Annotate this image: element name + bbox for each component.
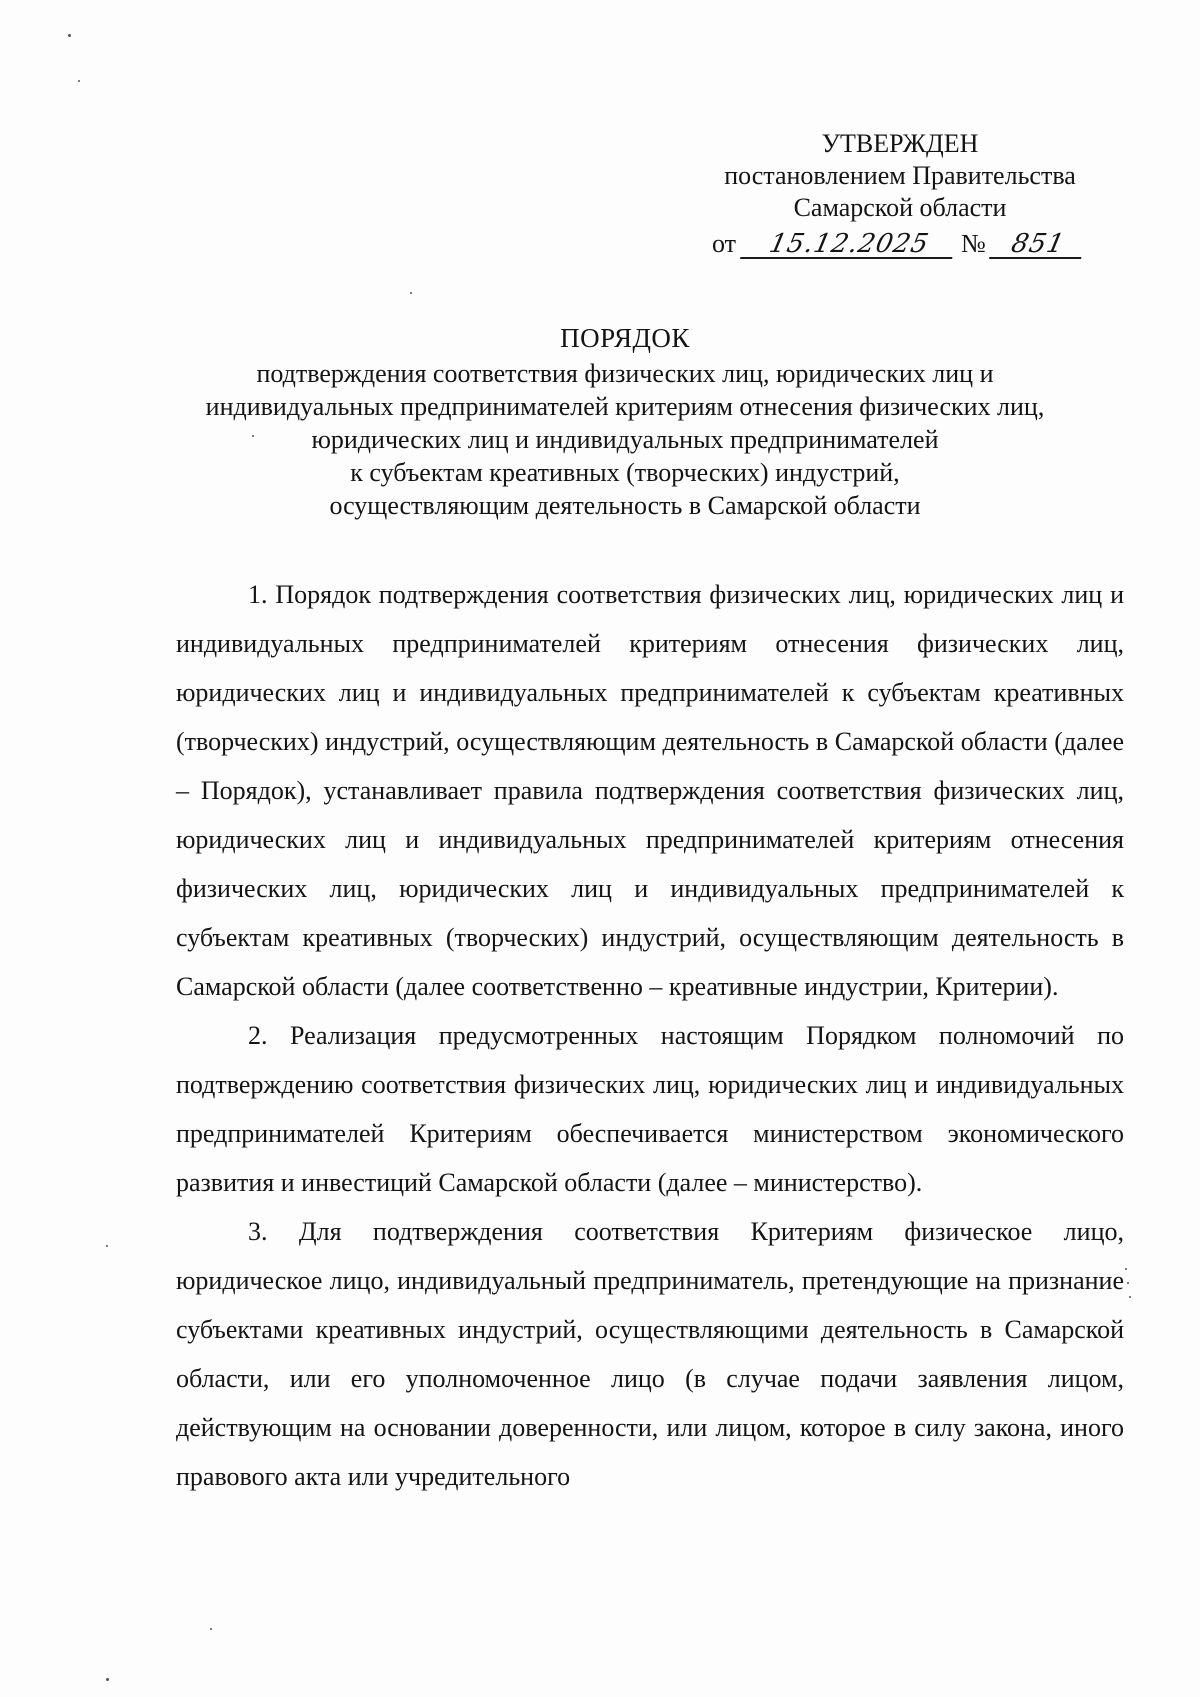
handwritten-date: 15.12.2025	[740, 231, 958, 259]
approval-date-line	[712, 228, 1084, 260]
title-line: подтверждения соответствия физических лиц, юридических лиц и	[256, 359, 994, 388]
number-prefix: №	[961, 229, 986, 258]
approval-line-1: постановлением Правительства	[724, 161, 1076, 190]
scan-speck	[106, 1245, 108, 1247]
scan-speck	[410, 292, 412, 294]
scan-speck	[78, 80, 80, 82]
handwritten-number: 851	[989, 231, 1087, 259]
title-line: к субъектам креативных (творческих) индустрий,	[350, 458, 900, 487]
scan-speck	[210, 1628, 212, 1630]
approval-heading: УТВЕРЖДЕН	[821, 129, 979, 158]
title-line: осуществляющим деятельность в Самарской области	[329, 491, 921, 520]
paragraph-1: 1. Порядок подтверждения соответствия физических лиц, юридических лиц и индивидуальных предпринимателей критериям отнесения физических лиц, юридических лиц и индивидуальных предпринимателей к субъектам креативных (творческих) индустрий, осуществляющим деятельность в Самарской области (далее – Порядок), устанавливает правила подтверждения соответствия физических лиц, юридических лиц и индивидуальных предпринимателей критериям отнесения физических лиц, юридических лиц и индивидуальных предпринимателей к субъектам креативных (творческих) индустрий, осуществляющим деятельность в Самарской области (далее соответственно – креативные индустрии, Критерии).	[176, 580, 1124, 1001]
scan-speck	[1125, 1268, 1127, 1270]
title-main: ПОРЯДОК	[560, 323, 690, 353]
paragraph-3: 3. Для подтверждения соответствия Критериям физическое лицо, юридическое лицо, индивидуальный предприниматель, претендующие на признание субъектами креативных индустрий, осуществляющими деятельность в Самарской области, или его уполномоченное лицо (в случае подачи заявления лицом, действующим на основании доверенности, или лицом, которое в силу закона, иного правового акта или учредительного	[176, 1217, 1124, 1491]
document-title	[150, 322, 1100, 522]
document-body	[176, 570, 1124, 1501]
title-line: индивидуальных предпринимателей критериям отнесения физических лиц,	[205, 392, 1045, 421]
scan-speck	[106, 1678, 109, 1681]
date-prefix: от	[712, 229, 737, 258]
approval-line-2: Самарской области	[793, 193, 1007, 222]
paragraph-2: 2. Реализация предусмотренных настоящим Порядком полномочий по подтверждению соответствия физических лиц, юридических лиц и индивидуальных предпринимателей Критериям обеспечивается министерством экономического развития и инвестиций Самарской области (далее – министерство).	[176, 1021, 1124, 1197]
scan-speck	[68, 34, 71, 37]
scan-speck	[1129, 1296, 1131, 1298]
scan-speck	[1127, 1282, 1129, 1284]
title-line: юридических лиц и индивидуальных предпринимателей	[311, 425, 939, 454]
approval-stamp-block	[700, 128, 1100, 259]
